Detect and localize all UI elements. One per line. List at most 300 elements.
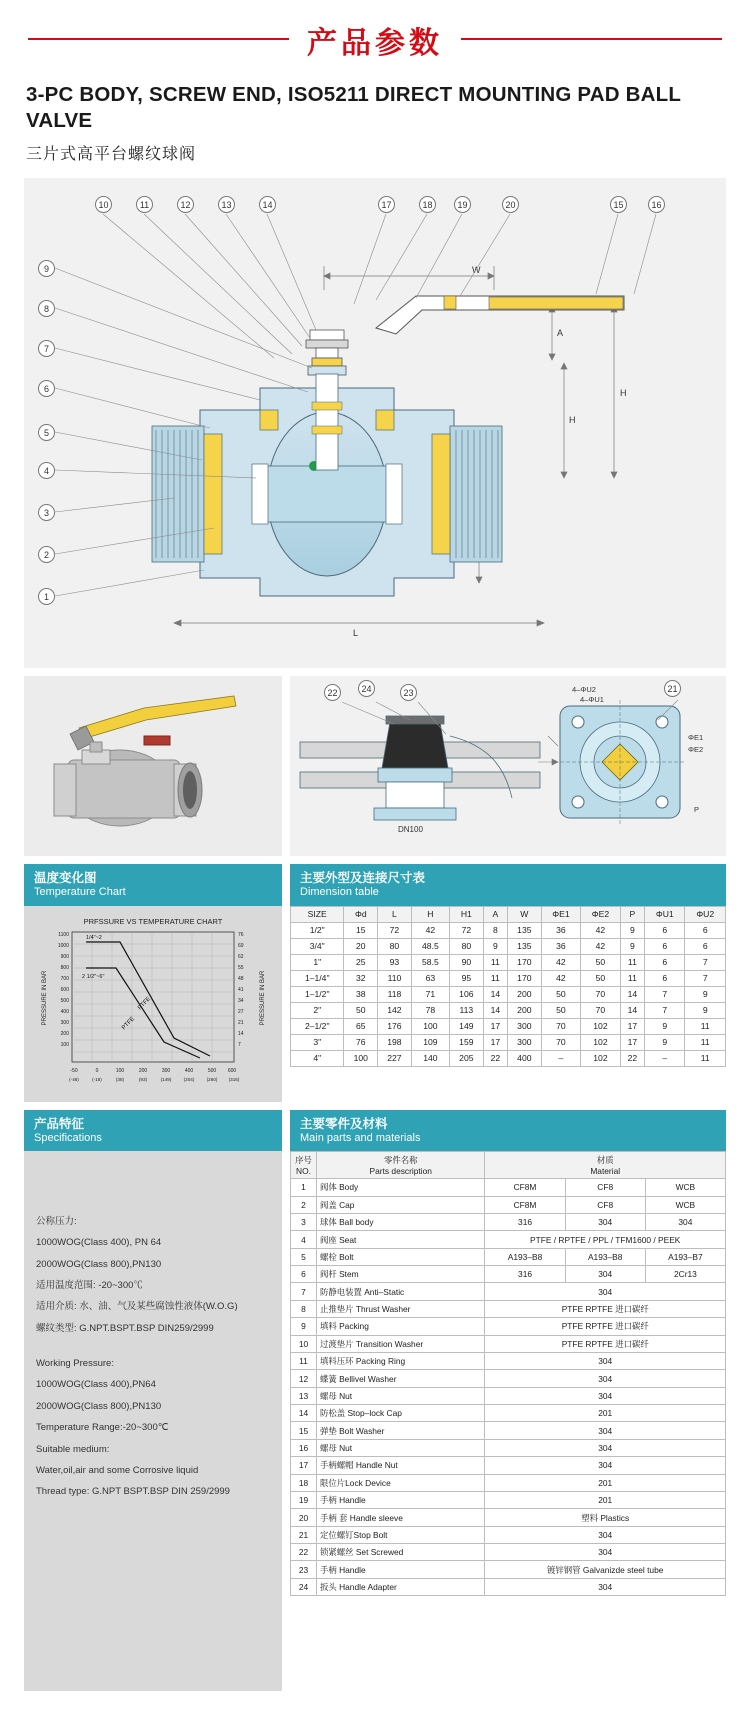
table-row: [291, 1491, 726, 1508]
svg-text:55: 55: [238, 964, 244, 971]
dimension-col-7: ΦE1: [541, 906, 581, 922]
svg-text:(149): (149): [160, 1076, 172, 1082]
callout-9: 9: [38, 260, 55, 277]
dimension-cell: 6: [685, 938, 726, 954]
dimension-col-1: Φd: [344, 906, 378, 922]
dimension-cell: 6: [645, 970, 685, 986]
section-header-specifications-cn: 产品特征: [34, 1116, 85, 1131]
part-number: 6: [291, 1266, 317, 1283]
part-material: WCB: [645, 1196, 725, 1213]
svg-text:A: A: [557, 328, 564, 339]
section-header-dimension: [290, 864, 726, 905]
part-material: CF8: [565, 1179, 645, 1196]
dimension-cell: 70: [541, 1018, 581, 1034]
section-header-specifications: [24, 1110, 282, 1151]
section-header-dimension-en: Dimension table: [300, 886, 379, 899]
dimension-cell: 106: [450, 986, 484, 1002]
dimension-cell: 32: [344, 970, 378, 986]
dimension-cell: 7: [645, 986, 685, 1002]
chart-and-dimension-row: [24, 864, 726, 1101]
dimension-cell: 70: [541, 1034, 581, 1050]
dimension-cell: 9: [645, 1018, 685, 1034]
part-name: 螺母 Nut: [317, 1387, 485, 1404]
dimension-cell: 9: [483, 938, 507, 954]
table-row: [291, 1248, 726, 1265]
dimension-cell: 300: [508, 1018, 542, 1034]
part-name: 过渡垫片 Transition Washer: [317, 1335, 485, 1352]
part-material: 304: [485, 1352, 726, 1369]
mounting-pad-svg: [290, 676, 726, 856]
spec-spacer: [36, 1339, 270, 1353]
dimension-cell: 2–1/2": [291, 1018, 344, 1034]
part-material: PTFE RPTFE 进口碳纤: [485, 1318, 726, 1335]
svg-text:600: 600: [60, 986, 69, 993]
callout-1: 1: [38, 588, 55, 605]
dimension-col-11: ΦU2: [685, 906, 726, 922]
dimension-cell: –: [645, 1050, 685, 1066]
dimension-cell: 8: [483, 922, 507, 938]
dimension-cell: 11: [620, 954, 644, 970]
part-material: 304: [485, 1439, 726, 1456]
part-name: 填料压环 Packing Ring: [317, 1352, 485, 1369]
dimension-cell: 110: [378, 970, 412, 986]
svg-text:62: 62: [238, 953, 244, 960]
part-name: 手柄 套 Handle sleeve: [317, 1509, 485, 1526]
part-material: PTFE RPTFE 进口碳纤: [485, 1335, 726, 1352]
dimension-cell: 22: [483, 1050, 507, 1066]
callout-10: 10: [95, 196, 112, 213]
spec-line-en: Water,oil,air and some Corrosive liquid: [36, 1464, 199, 1476]
table-row: [291, 1509, 726, 1526]
callout-2: 2: [38, 546, 55, 563]
mounting-pad-drawing: [290, 676, 726, 856]
part-number: 18: [291, 1474, 317, 1491]
dimension-cell: 70: [581, 986, 621, 1002]
svg-text:7: 7: [238, 1041, 241, 1048]
dimension-cell: 11: [483, 970, 507, 986]
table-row: [291, 1474, 726, 1491]
dimension-cell: 11: [620, 970, 644, 986]
svg-text:1000: 1000: [57, 942, 69, 949]
table-row: [291, 1405, 726, 1422]
specifications-content: [24, 1151, 282, 1691]
dimension-cell: 11: [685, 1018, 726, 1034]
table-row: [291, 1002, 726, 1018]
dimension-cell: 11: [685, 1034, 726, 1050]
table-row: [291, 922, 726, 938]
part-name: 阀体 Body: [317, 1179, 485, 1196]
svg-text:W: W: [472, 265, 481, 276]
dimension-cell: 14: [483, 986, 507, 1002]
dimension-cell: 109: [411, 1034, 449, 1050]
dimension-cell: 149: [450, 1018, 484, 1034]
dimension-cell: 2": [291, 1002, 344, 1018]
specifications-column: [24, 1110, 282, 1691]
dimension-cell: 6: [645, 954, 685, 970]
dimension-cell: 1/2": [291, 922, 344, 938]
svg-text:1/4"~2: 1/4"~2: [86, 934, 102, 941]
svg-text:1100: 1100: [58, 931, 69, 938]
dimension-cell: 50: [581, 954, 621, 970]
dimension-cell: 135: [508, 922, 542, 938]
part-name: 定位螺钉Stop Bolt: [317, 1526, 485, 1543]
dimension-cell: 198: [378, 1034, 412, 1050]
callout-19: 19: [454, 196, 471, 213]
table-row: [291, 1018, 726, 1034]
pt-chart-svg: [24, 906, 282, 1102]
dimension-cell: 9: [685, 1002, 726, 1018]
dimension-cell: 113: [450, 1002, 484, 1018]
callout-20: 20: [502, 196, 519, 213]
callout-21: 21: [664, 680, 681, 697]
dimension-table-header-row: [291, 906, 726, 922]
svg-text:34: 34: [238, 997, 244, 1004]
part-number: 4: [291, 1231, 317, 1248]
spec-line-en: Working Pressure:: [36, 1358, 114, 1370]
part-name: 防松盖 Stop–lock Cap: [317, 1405, 485, 1422]
part-number: 20: [291, 1509, 317, 1526]
part-number: 8: [291, 1300, 317, 1317]
svg-text:PRESSURE IN BAR: PRESSURE IN BAR: [42, 970, 48, 1025]
svg-text:76: 76: [238, 931, 244, 938]
spec-line-cn: 2000WOG(Class 800),PN130: [36, 1258, 162, 1270]
part-number: 7: [291, 1283, 317, 1300]
parts-col-no-cn: 序号: [295, 1155, 312, 1166]
svg-text:4–ΦU1: 4–ΦU1: [580, 695, 604, 705]
table-row: [291, 1457, 726, 1474]
svg-text:(38): (38): [115, 1076, 125, 1082]
parts-col-material-en: Material: [590, 1166, 621, 1177]
part-material: 304: [485, 1283, 726, 1300]
part-material: 304: [485, 1544, 726, 1561]
dimension-cell: –: [541, 1050, 581, 1066]
table-row: [291, 1387, 726, 1404]
svg-text:600: 600: [227, 1067, 237, 1074]
part-material: A193–B8: [565, 1248, 645, 1265]
dimension-cell: 71: [411, 986, 449, 1002]
spec-line-en: 1000WOG(Class 400),PN64: [36, 1379, 156, 1391]
svg-text:PTFE: PTFE: [137, 995, 153, 1012]
svg-text:(316): (316): [228, 1076, 240, 1082]
dimension-cell: 200: [508, 1002, 542, 1018]
table-row: [291, 1370, 726, 1387]
svg-text:2 1/2"~6": 2 1/2"~6": [82, 973, 105, 980]
parts-column: [290, 1110, 726, 1597]
product-title-en: 3-PC BODY, SCREW END, ISO5211 DIRECT MOUNTING PAD BALL VALVE: [26, 83, 681, 133]
page-header: [0, 0, 750, 68]
part-name: 弹垫 Bolt Washer: [317, 1422, 485, 1439]
spec-line-cn: 适用温度范围: -20~300℃: [36, 1279, 143, 1291]
dimension-cell: 72: [378, 922, 412, 938]
dimension-cell: 42: [411, 922, 449, 938]
part-material: 镀锌钢管 Galvanizde steel tube: [485, 1561, 726, 1578]
valve-drawing-svg: [24, 178, 726, 668]
svg-text:69: 69: [238, 942, 244, 949]
dimension-col-9: P: [620, 906, 644, 922]
part-material: 201: [485, 1474, 726, 1491]
spec-line-en: Suitable medium:: [36, 1443, 110, 1455]
part-name: 填料 Packing: [317, 1318, 485, 1335]
dimension-table-column: [290, 864, 726, 1066]
dimension-cell: 63: [411, 970, 449, 986]
svg-text:L: L: [353, 628, 359, 639]
callout-23: 23: [400, 684, 417, 701]
dimension-col-0: SIZE: [291, 906, 344, 922]
table-row: [291, 1179, 726, 1196]
dimension-cell: 65: [344, 1018, 378, 1034]
dimension-cell: 17: [620, 1018, 644, 1034]
dimension-cell: 42: [541, 954, 581, 970]
table-row: [291, 1352, 726, 1369]
dimension-col-4: H1: [450, 906, 484, 922]
dimension-cell: 50: [581, 970, 621, 986]
table-row: [291, 1526, 726, 1543]
part-number: 15: [291, 1422, 317, 1439]
dimension-cell: 36: [541, 938, 581, 954]
part-number: 19: [291, 1491, 317, 1508]
dimension-cell: 7: [645, 1002, 685, 1018]
spec-line-en: Temperature Range:-20~300℃: [36, 1422, 169, 1434]
section-header-parts: [290, 1110, 726, 1151]
svg-text:300: 300: [60, 1019, 69, 1026]
dimension-cell: 17: [483, 1034, 507, 1050]
section-header-parts-cn: 主要零件及材料: [300, 1116, 388, 1131]
callout-16: 16: [648, 196, 665, 213]
dimension-cell: 11: [685, 1050, 726, 1066]
svg-text:400: 400: [60, 1008, 69, 1015]
dimension-cell: 3/4": [291, 938, 344, 954]
callout-8: 8: [38, 300, 55, 317]
table-row: [291, 1034, 726, 1050]
dimension-col-5: A: [483, 906, 507, 922]
parts-col-material: [485, 1151, 726, 1178]
dimension-cell: 135: [508, 938, 542, 954]
svg-text:21: 21: [238, 1019, 244, 1026]
dimension-cell: 1": [291, 954, 344, 970]
dimension-cell: 159: [450, 1034, 484, 1050]
table-row: [291, 938, 726, 954]
dimension-cell: 42: [541, 970, 581, 986]
dimension-cell: 142: [378, 1002, 412, 1018]
section-header-temperature: [24, 864, 282, 905]
dimension-col-10: ΦU1: [645, 906, 685, 922]
table-row: [291, 970, 726, 986]
product-title-cn: 三片式高平台螺纹球阀: [26, 146, 197, 164]
dimension-cell: 102: [581, 1050, 621, 1066]
part-number: 10: [291, 1335, 317, 1352]
table-row: [291, 1439, 726, 1456]
svg-text:200: 200: [60, 1030, 69, 1037]
part-name: 阀杆 Stem: [317, 1266, 485, 1283]
part-name: 球体 Ball body: [317, 1213, 485, 1230]
svg-text:100: 100: [60, 1041, 69, 1048]
section-header-temperature-en: Temperature Chart: [34, 886, 126, 899]
parts-col-name: [317, 1151, 485, 1178]
part-material: 316: [485, 1213, 565, 1230]
svg-text:500: 500: [207, 1067, 217, 1074]
valve-photo-illustration: [24, 676, 282, 856]
svg-text:(-18): (-18): [92, 1076, 102, 1082]
callout-22: 22: [324, 684, 341, 701]
dimension-cell: 14: [620, 986, 644, 1002]
parts-col-no-en: NO.: [296, 1166, 311, 1177]
dimension-cell: 9: [645, 1034, 685, 1050]
dimension-cell: 170: [508, 954, 542, 970]
dimension-cell: 118: [378, 986, 412, 1002]
part-name: 锁紧螺丝 Set Screwed: [317, 1544, 485, 1561]
table-row: [291, 1196, 726, 1213]
callout-13: 13: [218, 196, 235, 213]
spec-line-en: Thread type: G.NPT BSPT.BSP DIN 259/2999: [36, 1486, 230, 1498]
valve-product-photo: [24, 676, 282, 856]
table-row: [291, 1578, 726, 1595]
dimension-cell: 6: [685, 922, 726, 938]
part-number: 22: [291, 1544, 317, 1561]
svg-text:27: 27: [238, 1008, 244, 1015]
svg-text:DN100: DN100: [398, 825, 423, 835]
part-material: PTFE RPTFE 进口碳纤: [485, 1300, 726, 1317]
part-number: 11: [291, 1352, 317, 1369]
part-number: 16: [291, 1439, 317, 1456]
callout-3: 3: [38, 504, 55, 521]
dimension-cell: 76: [344, 1034, 378, 1050]
part-material: 316: [485, 1266, 565, 1283]
part-material: 304: [645, 1213, 725, 1230]
dimension-cell: 38: [344, 986, 378, 1002]
svg-text:(204): (204): [183, 1076, 195, 1082]
dimension-cell: 200: [508, 986, 542, 1002]
dimension-cell: 100: [344, 1050, 378, 1066]
table-row: [291, 1300, 726, 1317]
part-material: CF8: [565, 1196, 645, 1213]
svg-text:0: 0: [95, 1067, 99, 1074]
dimension-cell: 50: [344, 1002, 378, 1018]
dimension-cell: 7: [685, 970, 726, 986]
dimension-table-body: [291, 922, 726, 1066]
dimension-cell: 70: [581, 1002, 621, 1018]
dimension-cell: 170: [508, 970, 542, 986]
svg-text:PRFSSURE VS TEMPERATURE CHART: PRFSSURE VS TEMPERATURE CHART: [83, 916, 223, 926]
part-material: 304: [565, 1213, 645, 1230]
part-name: 手柄 Handle: [317, 1561, 485, 1578]
part-name: 防静电装置 Anti–Static: [317, 1283, 485, 1300]
dimension-cell: 93: [378, 954, 412, 970]
part-number: 13: [291, 1387, 317, 1404]
main-drawing-panel: [24, 178, 726, 668]
dimension-col-8: ΦE2: [581, 906, 621, 922]
spec-line-cn: 1000WOG(Class 400), PN 64: [36, 1237, 162, 1249]
parts-col-material-cn: 材质: [596, 1155, 614, 1166]
part-material: WCB: [645, 1179, 725, 1196]
dimension-cell: 17: [620, 1034, 644, 1050]
svg-text:200: 200: [138, 1067, 148, 1074]
svg-text:(260): (260): [206, 1076, 218, 1082]
svg-text:P: P: [694, 805, 700, 815]
part-number: 9: [291, 1318, 317, 1335]
callout-18: 18: [419, 196, 436, 213]
part-material: 201: [485, 1491, 726, 1508]
callout-6: 6: [38, 380, 55, 397]
dimension-cell: 15: [344, 922, 378, 938]
spec-line-cn: 适用介质: 水、油、气及某些腐蚀性液体(W.O.G): [36, 1301, 238, 1313]
dimension-cell: 17: [483, 1018, 507, 1034]
dimension-col-6: W: [508, 906, 542, 922]
section-header-specifications-en: Specifications: [34, 1131, 102, 1144]
dimension-cell: 36: [541, 922, 581, 938]
part-material: CF8M: [485, 1196, 565, 1213]
dimension-cell: 90: [450, 954, 484, 970]
section-header-dimension-cn: 主要外型及连接尺寸表: [300, 871, 426, 886]
part-material: CF8M: [485, 1179, 565, 1196]
part-name: 螺母 Nut: [317, 1439, 485, 1456]
part-number: 14: [291, 1405, 317, 1422]
svg-text:4–ΦU2: 4–ΦU2: [572, 685, 596, 695]
svg-text:H: H: [569, 415, 576, 426]
part-name: 蝶簧 Bellivel Washer: [317, 1370, 485, 1387]
section-header-temperature-cn: 温度变化图: [34, 871, 97, 886]
svg-text:14: 14: [238, 1030, 244, 1037]
part-name: 阀座 Seat: [317, 1231, 485, 1248]
part-material: 304: [485, 1422, 726, 1439]
part-material: 304: [485, 1457, 726, 1474]
svg-text:100: 100: [115, 1067, 125, 1074]
svg-text:(93): (93): [138, 1076, 148, 1082]
secondary-figures-row: [24, 676, 726, 856]
svg-text:ΦE1: ΦE1: [688, 733, 704, 743]
part-material: A193–B7: [645, 1248, 725, 1265]
dimension-cell: 25: [344, 954, 378, 970]
part-material: 201: [485, 1405, 726, 1422]
valve-cross-section-drawing: [24, 178, 726, 668]
table-row: [291, 954, 726, 970]
part-material: 2Cr13: [645, 1266, 725, 1283]
callout-17: 17: [378, 196, 395, 213]
dimension-cell: 1–1/2": [291, 986, 344, 1002]
table-row: [291, 1561, 726, 1578]
part-material: 304: [485, 1370, 726, 1387]
dimension-cell: 102: [581, 1034, 621, 1050]
svg-text:PTFE: PTFE: [121, 1015, 137, 1032]
table-row: [291, 1318, 726, 1335]
dimension-cell: 9: [620, 922, 644, 938]
dimension-cell: 50: [541, 986, 581, 1002]
part-number: 21: [291, 1526, 317, 1543]
dimension-cell: 78: [411, 1002, 449, 1018]
parts-table: [290, 1151, 726, 1596]
dimension-cell: 1–1/4": [291, 970, 344, 986]
table-row: [291, 986, 726, 1002]
spec-line-cn: 螺纹类型: G.NPT.BSPT.BSP DIN259/2999: [36, 1322, 214, 1334]
table-row: [291, 1544, 726, 1561]
dimension-cell: 9: [620, 938, 644, 954]
dimension-cell: 80: [450, 938, 484, 954]
dimension-cell: 100: [411, 1018, 449, 1034]
callout-7: 7: [38, 340, 55, 357]
spec-line-en: 2000WOG(Class 800),PN130: [36, 1400, 162, 1412]
callout-15: 15: [610, 196, 627, 213]
dimension-cell: 227: [378, 1050, 412, 1066]
part-material: 304: [485, 1387, 726, 1404]
dimension-cell: 6: [645, 938, 685, 954]
table-row: [291, 1422, 726, 1439]
dimension-col-2: L: [378, 906, 412, 922]
svg-text:300: 300: [161, 1067, 171, 1074]
dimension-cell: 72: [450, 922, 484, 938]
part-name: 阀盖 Cap: [317, 1196, 485, 1213]
temperature-chart-column: [24, 864, 282, 1101]
svg-text:(-46): (-46): [69, 1076, 79, 1082]
dimension-cell: 95: [450, 970, 484, 986]
